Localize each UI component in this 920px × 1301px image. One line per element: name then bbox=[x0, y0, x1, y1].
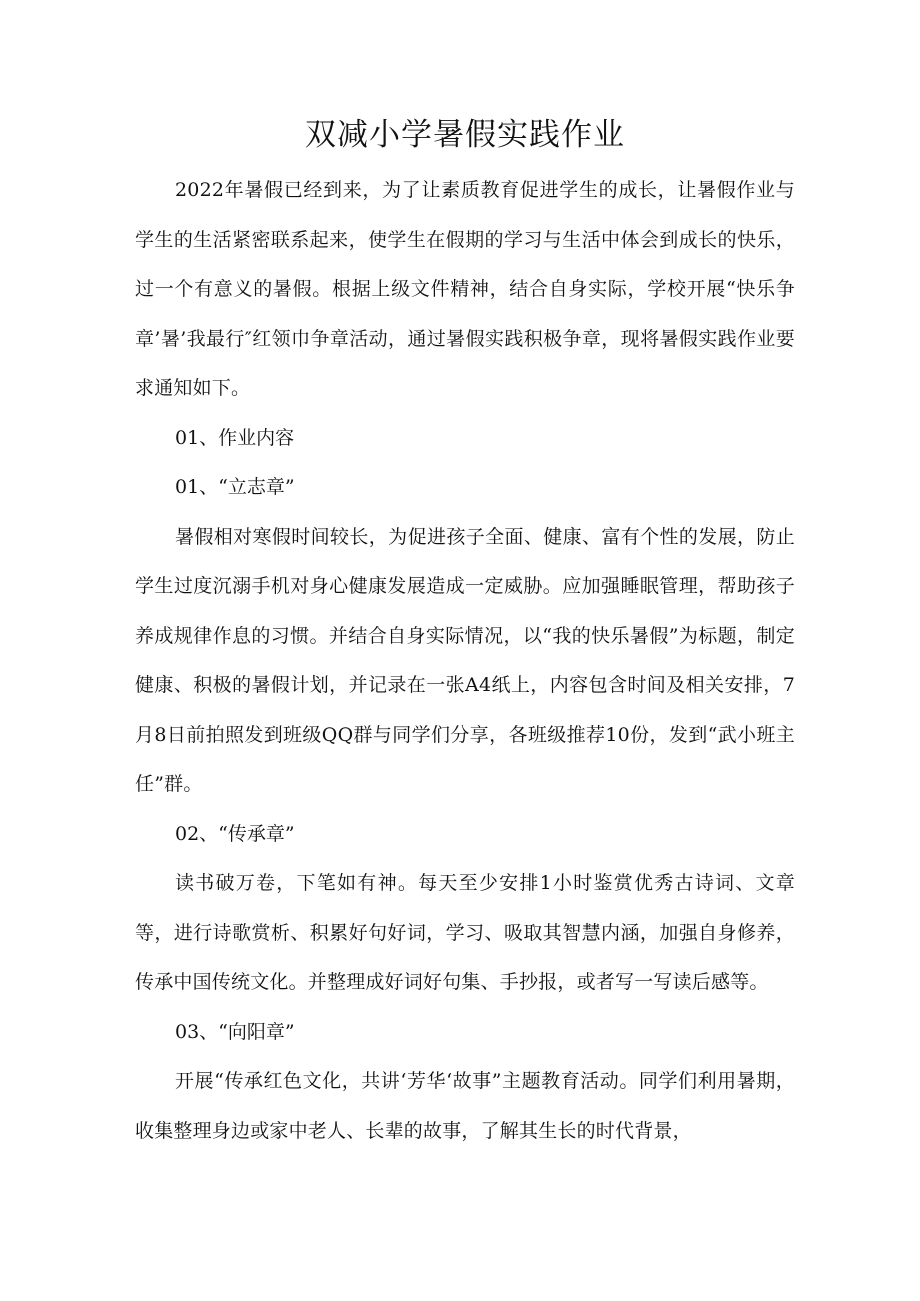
intro-paragraph: 2022年暑假已经到来，为了让素质教育促进学生的成长，让暑假作业与学生的生活紧密联系起来，使学生在假期的学习与生活中体会到成长的快乐，过一个有意义的暑假。根据上级文件精神，结合自身实际，学校开展“快乐争章’暑’我最行″红领巾争章活动，通过暑假实践积极争章，现将暑假实践作业要求通知如下。 bbox=[135, 179, 795, 399]
section-heading: 01、作业内容 bbox=[175, 426, 295, 449]
item-heading-3: 03、“向阳章” bbox=[175, 1020, 295, 1043]
item-body-2: 读书破万卷，下笔如有神。每天至少安排1小时鉴赏优秀古诗词、文章等，进行诗歌赏析、积累好句好词，学习、吸取其智慧内涵，加强自身修养，传承中国传统文化。并整理成好词好句集、手抄报，或者写一写读后感等。 bbox=[135, 872, 795, 993]
item-body-3: 开展“传承红色文化，共讲‘芳华‘故事”主题教育活动。同学们利用暑期，收集整理身边或家中老人、长辈的故事，了解其生长的时代背景， bbox=[135, 1070, 795, 1142]
item-heading-1: 01、“立志章” bbox=[175, 476, 295, 498]
item-body-1: 暑假相对寒假时间较长，为促进孩子全面、健康、富有个性的发展，防止学生过度沉溺手机对身心健康发展造成一定威胁。应加强睡眠管理，帮助孩子养成规律作息的习惯。并结合自身实际情况，以“我的快乐暑假”为标题，制定健康、积极的暑假计划，并记录在一张A4纸上，内容包含时间及相关安排，7月8日前拍照发到班级QQ群与同学们分享，各班级推荐10份，发到“武小班主任”群。 bbox=[135, 525, 795, 795]
document-title: 双减小学暑假实践作业 bbox=[305, 117, 625, 153]
item-heading-2: 02、“传承章” bbox=[175, 822, 295, 845]
